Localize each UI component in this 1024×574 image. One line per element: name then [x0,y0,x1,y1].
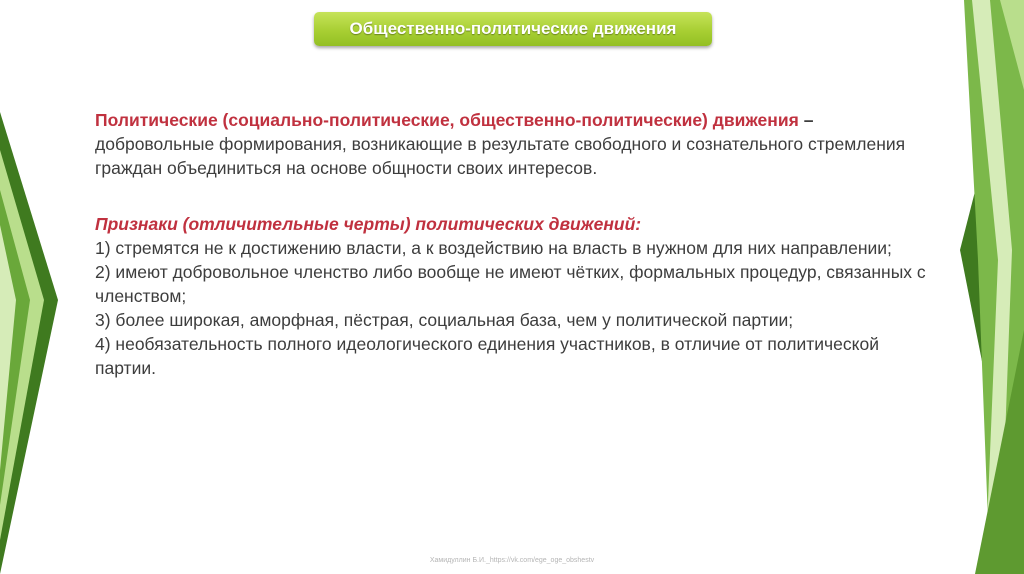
feature-item: 4) необязательность полного идеологического единения участников, в отличие от политической партии. [95,334,879,378]
definition-paragraph [95,108,935,180]
definition-dash: – [798,110,814,130]
feature-item: 2) имеют добровольное членство либо вообще не имеют чётких, формальных процедур, связанных с членством; [95,262,926,306]
definition-text: добровольные формирования, возникающие в результате свободного и сознательного стремления граждан объединиться на основе общности своих интересов. [95,134,906,178]
feature-item: 1) стремятся не к достижению власти, а к воздействию на власть в нужном для них направлении; [95,238,892,258]
features-list [95,236,935,380]
slide-title: Общественно-политические движения [314,12,712,46]
slide-content [95,108,935,380]
footer-credit: Хамидуллин Б.И._https://vk.com/ege_oge_obshestv [429,557,595,564]
definition-term: Политические (социально-политические, общественно-политические) движения [95,110,799,130]
feature-item: 3) более широкая, аморфная, пёстрая, социальная база, чем у политической партии; [95,310,794,330]
features-heading: Признаки (отличительные черты) политических движений: [95,214,642,234]
